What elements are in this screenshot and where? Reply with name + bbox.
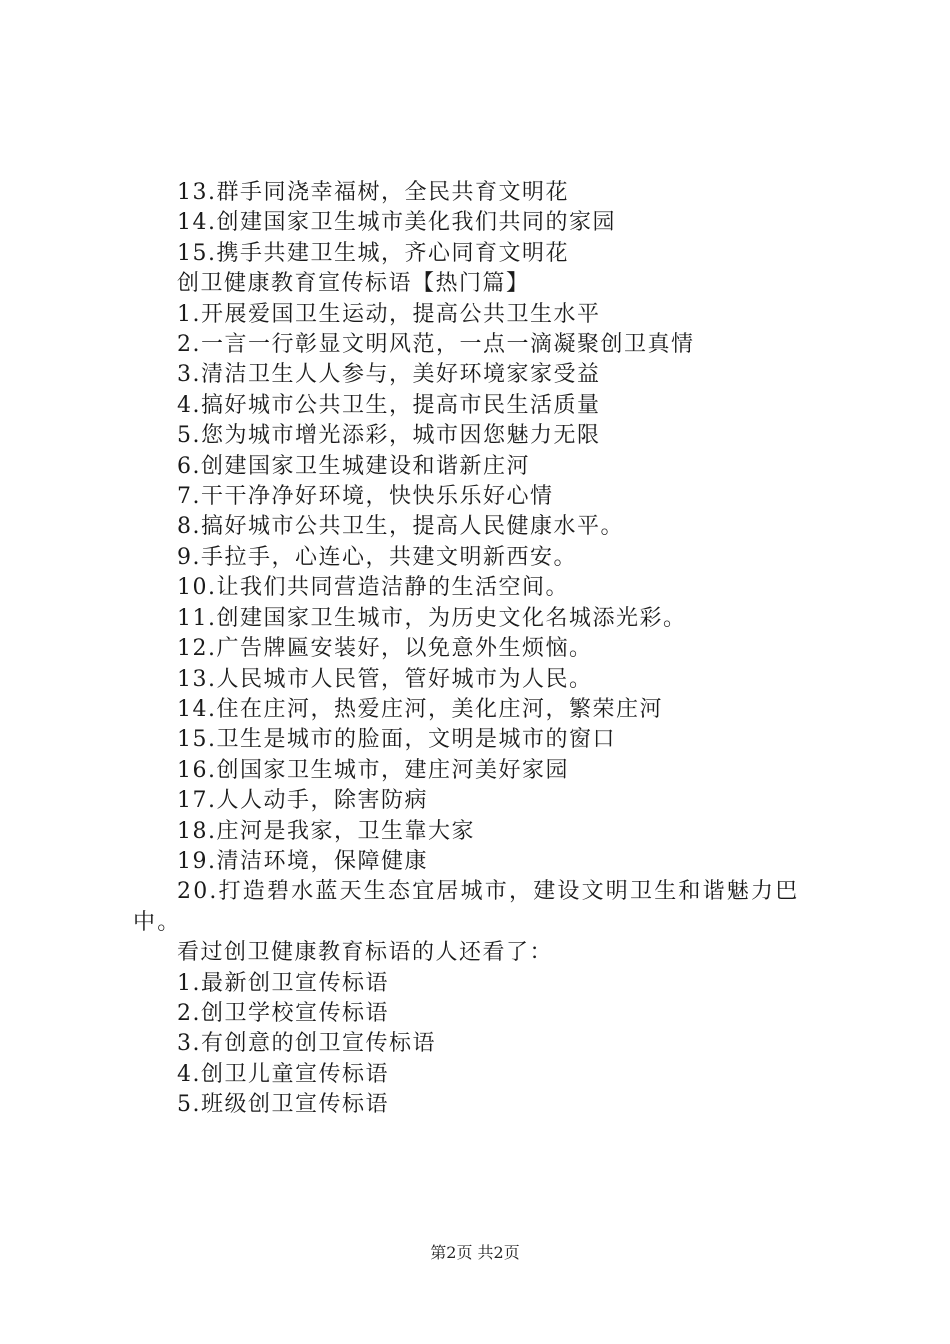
hot-slogan-line: 18.庄河是我家，卫生靠大家 xyxy=(177,818,475,844)
hot-slogan-line: 19.清洁环境，保障健康 xyxy=(177,848,428,874)
hot-slogan-line: 13.人民城市人民管，管好城市为人民。 xyxy=(177,666,593,692)
hot-slogan-line: 12.广告牌匾安装好，以免意外生烦恼。 xyxy=(177,636,593,662)
hot-slogan-line: 16.创国家卫生城市，建庄河美好家园 xyxy=(177,757,569,783)
related-item: 2.创卫学校宣传标语 xyxy=(177,1000,389,1026)
hot-slogan-line: 7.干干净净好环境，快快乐乐好心情 xyxy=(177,484,554,510)
related-item: 4.创卫儿童宣传标语 xyxy=(177,1061,389,1087)
hot-slogan-line: 4.搞好城市公共卫生，提高市民生活质量 xyxy=(177,392,601,418)
slogan-line: 14.创建国家卫生城市美化我们共同的家园 xyxy=(177,210,616,236)
hot-slogan-line: 9.手拉手，心连心，共建文明新西安。 xyxy=(177,544,577,570)
related-item: 1.最新创卫宣传标语 xyxy=(177,970,389,996)
related-item: 5.班级创卫宣传标语 xyxy=(177,1092,389,1118)
hot-slogan-line: 15.卫生是城市的脸面，文明是城市的窗口 xyxy=(177,727,616,753)
hot-slogan-line: 3.清洁卫生人人参与，美好环境家家受益 xyxy=(177,362,601,388)
slogan-line: 15.携手共建卫生城，齐心同育文明花 xyxy=(177,240,569,266)
page-footer: 第2页 共2页 xyxy=(430,1243,520,1262)
hot-slogan-line: 1.开展爱国卫生运动，提高公共卫生水平 xyxy=(177,301,601,327)
document-body xyxy=(133,178,833,1121)
hot-slogan-line: 11.创建国家卫生城市，为历史文化名城添光彩。 xyxy=(177,605,687,631)
hot-slogan-line: 8.搞好城市公共卫生，提高人民健康水平。 xyxy=(177,514,624,540)
hot-slogan-line: 6.创建国家卫生城建设和谐新庄河 xyxy=(177,453,530,479)
related-heading: 看过创卫健康教育标语的人还看了： xyxy=(177,940,554,966)
hot-slogan-line: 14.住在庄河，热爱庄河，美化庄河，繁荣庄河 xyxy=(177,696,663,722)
slogan-line: 13.群手同浇幸福树，全民共育文明花 xyxy=(177,180,569,205)
section-title: 创卫健康教育宣传标语【热门篇】 xyxy=(177,271,530,297)
hot-slogan-line: 10.让我们共同营造洁静的生活空间。 xyxy=(177,575,569,601)
hot-slogan-line: 17.人人动手，除害防病 xyxy=(177,788,428,814)
related-item: 3.有创意的创卫宣传标语 xyxy=(177,1031,436,1057)
hot-slogan-line: 2.一言一行彰显文明风范，一点一滴凝聚创卫真情 xyxy=(177,332,695,358)
hot-slogan-line-wrapped: 20.打造碧水蓝天生态宜居城市，建设文明卫生和谐魅力巴中。 xyxy=(133,879,800,935)
hot-slogan-line: 5.您为城市增光添彩，城市因您魅力无限 xyxy=(177,423,601,449)
